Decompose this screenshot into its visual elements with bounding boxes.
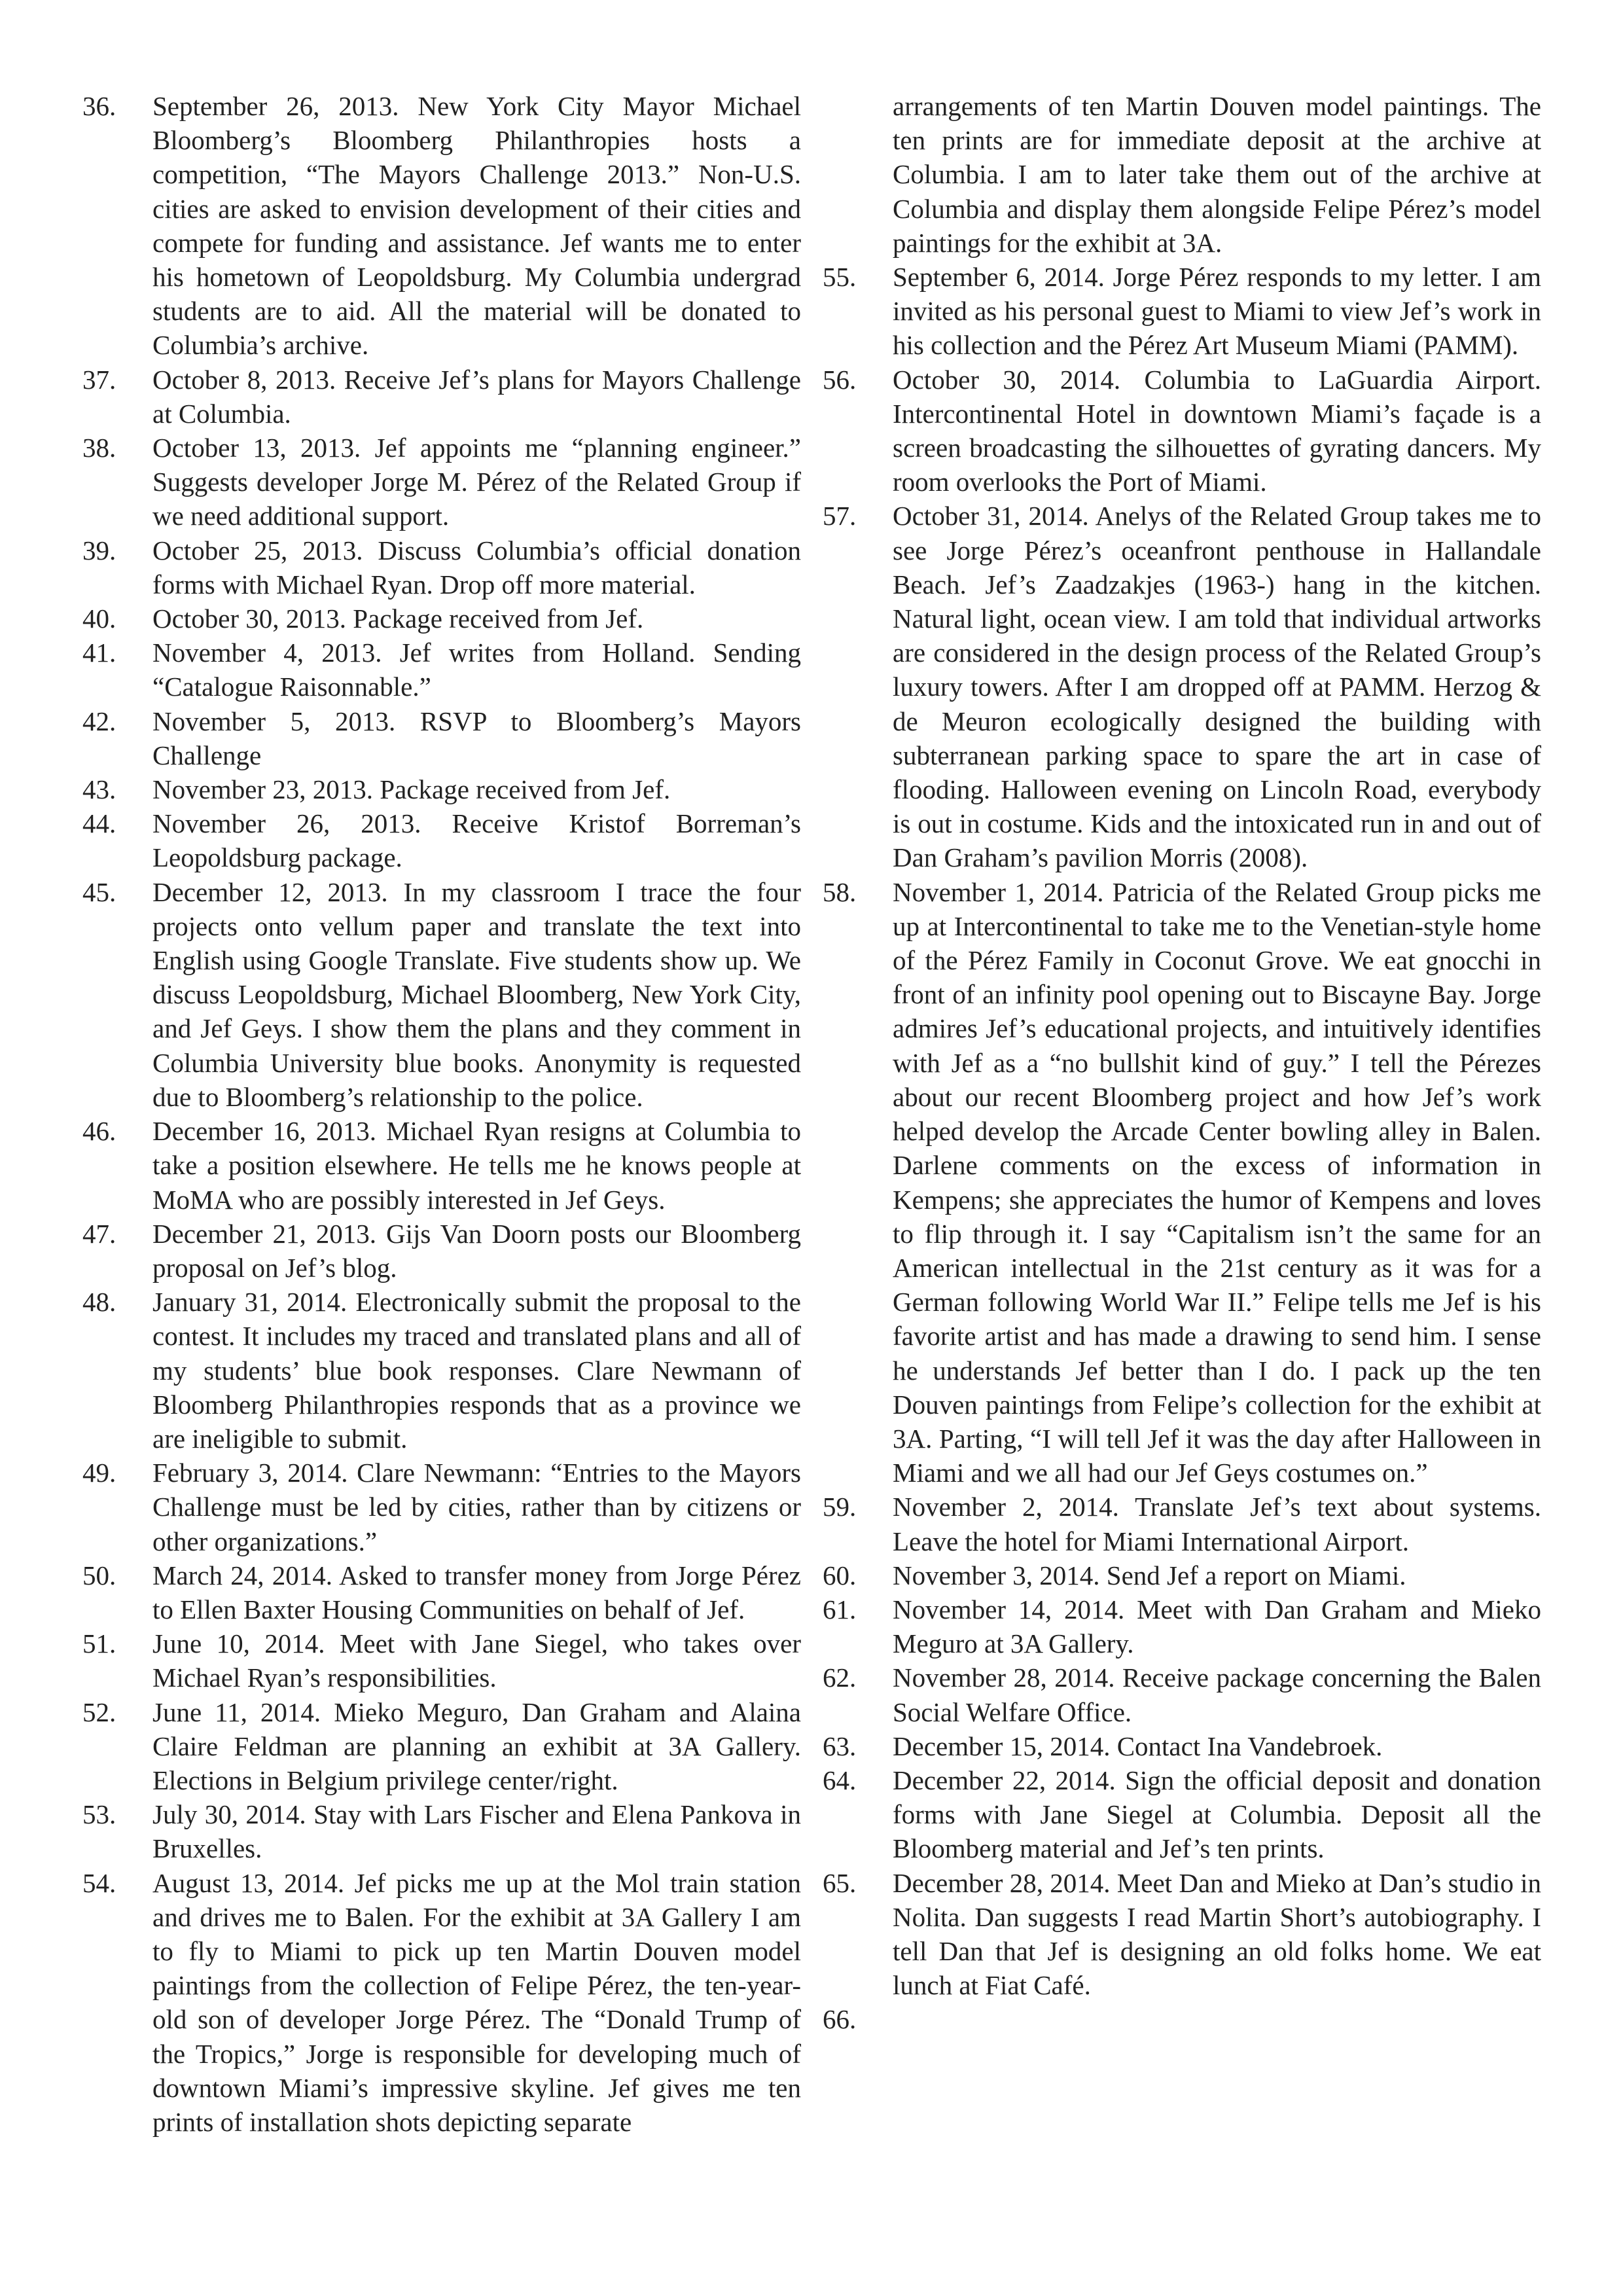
list-item <box>82 89 801 363</box>
entry-number: 42. <box>82 706 116 736</box>
list-item <box>823 1660 1541 1729</box>
entry-number: 39. <box>82 535 116 565</box>
list-item <box>823 1558 1541 1592</box>
list-item <box>82 1797 801 1865</box>
entry-text: December 16, 2013. Michael Ryan resigns at Columbia to take a position elsewhere. He tells me he knows people at MoMA who are possibly interested in Jef Geys. <box>152 1116 801 1215</box>
entry-number: 49. <box>82 1458 116 1488</box>
list-item <box>823 875 1541 1490</box>
entry-text: November 4, 2013. Jef writes from Holland. Sending “Catalogue Raisonnable.” <box>152 637 801 702</box>
list-item <box>82 601 801 636</box>
list-item <box>823 260 1541 363</box>
right-column <box>823 89 1541 2037</box>
entry-number: 44. <box>82 808 116 839</box>
list-item <box>82 772 801 806</box>
entry-text: October 25, 2013. Discuss Columbia’s official donation forms with Michael Ryan. Drop off more material. <box>152 535 801 600</box>
list-item <box>82 636 801 704</box>
entry-number: 58. <box>823 876 857 907</box>
entry-number: 55. <box>823 262 857 293</box>
entry-number: 38. <box>82 433 116 463</box>
entry-text: September 26, 2013. New York City Mayor Michael Bloomberg’s Bloomberg Philanthropies hosts a competition, “The Mayors Challenge 2013.” Non-U.S. cities are asked to envision development of their cities and compete for funding and assistance. Jef wants me to enter his hometown of Leopoldsburg. My Columbia undergrad students are to aid. All the material will be donated to Columbia’s archive. <box>152 91 801 361</box>
entry-number: 37. <box>82 364 116 395</box>
entry-text: October 8, 2013. Receive Jef’s plans for Mayors Challenge at Columbia. <box>152 364 801 429</box>
list-item <box>823 1866 1541 2003</box>
entry-number: 50. <box>82 1560 116 1590</box>
list-item <box>82 1217 801 1285</box>
entry-number: 57. <box>823 501 857 531</box>
list-item <box>82 1626 801 1695</box>
list-item <box>82 431 801 533</box>
entry-text: November 28, 2014. Receive package concerning the Balen Social Welfare Office. <box>893 1662 1541 1727</box>
entry-text: June 11, 2014. Mieko Meguro, Dan Graham and Alaina Claire Feldman are planning an exhibit at 3A Gallery. Elections in Belgium privilege center/right. <box>152 1696 801 1795</box>
entry-text: December 15, 2014. Contact Ina Vandebroek. <box>893 1731 1383 1761</box>
entry-text: September 6, 2014. Jorge Pérez responds to my letter. I am invited as his personal guest to Miami to view Jef’s work in his collection and the Pérez Art Museum Miami (PAMM). <box>893 262 1541 361</box>
list-item <box>823 1592 1541 1660</box>
entry-number: 43. <box>82 774 116 805</box>
list-item <box>82 1866 801 2140</box>
entry-text: March 24, 2014. Asked to transfer money from Jorge Pérez to Ellen Baxter Housing Communities on behalf of Jef. <box>152 1560 801 1624</box>
list-item <box>823 1729 1541 1763</box>
entry-text: November 1, 2014. Patricia of the Related Group picks me up at Intercontinental to take me to the Venetian-style home of the Pérez Family in Coconut Grove. We eat gnocchi in front of an infinity pool opening out to Biscayne Bay. Jorge admires Jef’s educational projects, and intuitively identifies with Jef as a “no bullshit kind of guy.” I tell the Pérezes about our recent Bloomberg project and how Jef’s work helped develop the Arcade Center bowling alley in Balen. Darlene comments on the excess of information in Kempens; she appreciates the humor of Kempens and loves to flip through it. I say “Capitalism isn’t the same for an American intellectual in the 21st century as it was for a German following World War II.” Felipe tells me Jef is his favorite artist and has made a drawing to send him. I sense he understands Jef better than I do. I pack up the ten Douven paintings from Felipe’s collection for the exhibit at 3A. Parting, “I will tell Jef it was the day after Halloween in Miami and we all had our Jef Geys costumes on.” <box>893 876 1541 1488</box>
entry-text: October 31, 2014. Anelys of the Related Group takes me to see Jorge Pérez’s oceanfront penthouse in Hallandale Beach. Jef’s Zaadzakjes (1963-) hang in the kitchen. Natural light, ocean view. I am told that individual artworks are considered in the design process of the Related Group’s luxury towers. After I am dropped off at PAMM. Herzog & de Meuron ecologically designed the building with subterranean parking space to spare the art in case of flooding. Halloween evening on Lincoln Road, everybody is out in costume. Kids and the intoxicated run in and out of Dan Graham’s pavilion Morris (2008). <box>893 501 1541 873</box>
list-item <box>82 806 801 874</box>
entry-number: 54. <box>82 1867 116 1898</box>
entry-text: July 30, 2014. Stay with Lars Fischer and Elena Pankova in Bruxelles. <box>152 1799 801 1864</box>
entry-text: November 2, 2014. Translate Jef’s text about systems. Leave the hotel for Miami International Airport. <box>893 1492 1541 1556</box>
entry-text: December 21, 2013. Gijs Van Doorn posts our Bloomberg proposal on Jef’s blog. <box>152 1218 801 1283</box>
entry-number: 48. <box>82 1287 116 1318</box>
entry-text: December 12, 2013. In my classroom I trace the four projects onto vellum paper and translate the text into English using Google Translate. Five students show up. We discuss Leopoldsburg, Michael Bloomberg, New York City, and Jef Geys. I show them the plans and they comment in Columbia University blue books. Anonymity is requested due to Bloomberg’s relationship to the police. <box>152 876 801 1112</box>
entry-text: October 30, 2013. Package received from Jef. <box>152 603 644 634</box>
entry-number: 40. <box>82 603 116 634</box>
entry-number: 36. <box>82 91 116 121</box>
entry-number: 60. <box>823 1560 857 1590</box>
entry-number: 45. <box>82 876 116 907</box>
entry-number: 56. <box>823 364 857 395</box>
entry-text <box>893 2002 1541 2036</box>
list-item <box>82 875 801 1114</box>
entry-text: arrangements of ten Martin Douven model paintings. The ten prints are for immediate deposit at the archive at Columbia. I am to later take them out of the archive at Columbia and display them alongside Felipe Pérez’s model paintings for the exhibit at 3A. <box>893 91 1541 258</box>
left-column <box>82 89 801 2139</box>
entry-text: February 3, 2014. Clare Newmann: “Entries to the Mayors Challenge must be led by cities, rather than by citizens or other organizations.” <box>152 1458 801 1556</box>
entry-number: 53. <box>82 1799 116 1830</box>
entry-number: 52. <box>82 1696 116 1727</box>
entry-text: January 31, 2014. Electronically submit the proposal to the contest. It includes my traced and translated plans and all of my students’ blue book responses. Clare Newmann of Bloomberg Philanthropies responds that as a province we are ineligible to submit. <box>152 1287 801 1454</box>
entry-text: November 5, 2013. RSVP to Bloomberg’s Mayors Challenge <box>152 706 801 770</box>
entry-number: 61. <box>823 1594 857 1624</box>
entry-number: 46. <box>82 1116 116 1147</box>
entry-text: November 3, 2014. Send Jef a report on Miami. <box>893 1560 1406 1590</box>
list-item <box>823 2002 1541 2036</box>
list-item <box>82 363 801 431</box>
entry-number: 63. <box>823 1731 857 1761</box>
entry-text: December 28, 2014. Meet Dan and Mieko at Dan’s studio in Nolita. Dan suggests I read Martin Short’s autobiography. I tell Dan that Jef is designing an old folks home. We eat lunch at Fiat Café. <box>893 1867 1541 2001</box>
entry-number: 47. <box>82 1218 116 1249</box>
list-item <box>82 1558 801 1626</box>
list-item <box>823 1763 1541 1866</box>
entry-number: 51. <box>82 1628 116 1659</box>
list-item <box>823 1490 1541 1558</box>
list-item <box>82 1114 801 1217</box>
continued-entry <box>823 89 1541 260</box>
entry-text: December 22, 2014. Sign the official deposit and donation forms with Jane Siegel at Columbia. Deposit all the Bloomberg material and Jef’s ten prints. <box>893 1765 1541 1864</box>
entry-number: 65. <box>823 1867 857 1898</box>
entry-text: June 10, 2014. Meet with Jane Siegel, who takes over Michael Ryan’s responsibilities. <box>152 1628 801 1693</box>
list-item <box>82 1285 801 1456</box>
list-item <box>823 363 1541 499</box>
list-item <box>823 499 1541 874</box>
entry-number: 41. <box>82 637 116 668</box>
list-item <box>82 1456 801 1558</box>
entry-number: 64. <box>823 1765 857 1795</box>
entry-number: 66. <box>823 2004 857 2035</box>
list-item <box>82 1695 801 1798</box>
entry-text: October 30, 2014. Columbia to LaGuardia Airport. Intercontinental Hotel in downtown Miami’s façade is a screen broadcasting the silhouettes of gyrating dancers. My room overlooks the Port of Miami. <box>893 364 1541 497</box>
entry-text: November 14, 2014. Meet with Dan Graham and Mieko Meguro at 3A Gallery. <box>893 1594 1541 1659</box>
entry-text: November 23, 2013. Package received from Jef. <box>152 774 671 805</box>
entry-text: August 13, 2014. Jef picks me up at the Mol train station and drives me to Balen. For the exhibit at 3A Gallery I am to fly to Miami to pick up ten Martin Douven model paintings from the collection of Felipe Pérez, the ten-year-old son of developer Jorge Pérez. The “Donald Trump of the Tropics,” Jorge is responsible for developing much of downtown Miami’s impressive skyline. Jef gives me ten prints of installation shots depicting separate <box>152 1867 801 2137</box>
list-item <box>82 704 801 772</box>
entry-text: October 13, 2013. Jef appoints me “planning engineer.” Suggests developer Jorge M. Pérez of the Related Group if we need additional support. <box>152 433 801 531</box>
entry-text: November 26, 2013. Receive Kristof Borreman’s Leopoldsburg package. <box>152 808 801 873</box>
entry-number: 62. <box>823 1662 857 1693</box>
list-item <box>82 533 801 601</box>
entry-number: 59. <box>823 1492 857 1522</box>
